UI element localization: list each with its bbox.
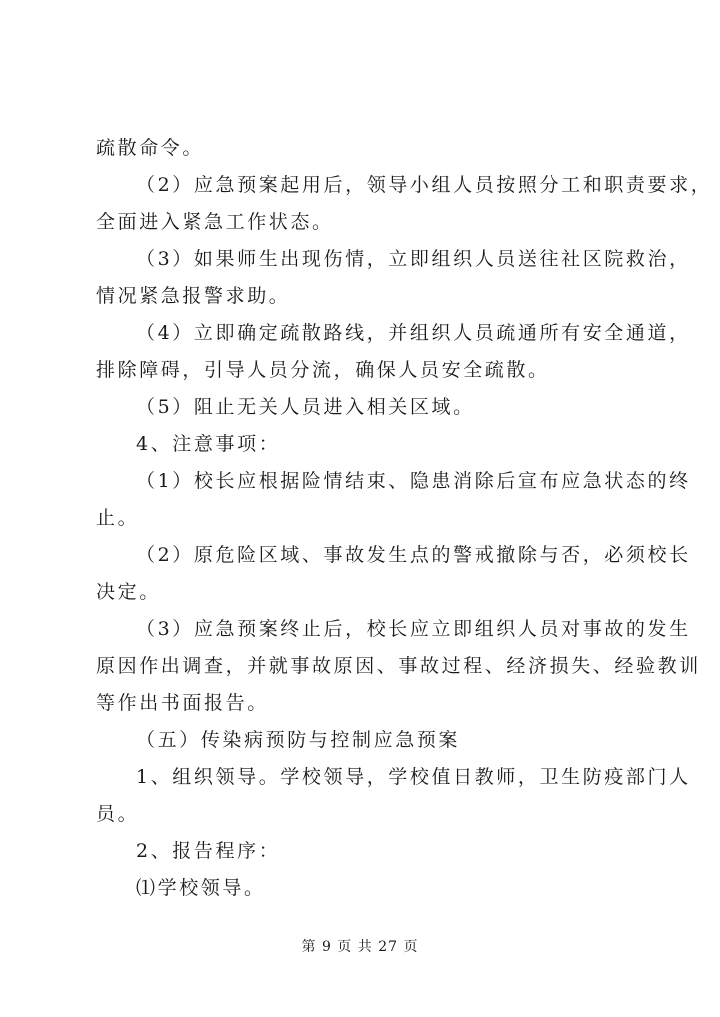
text-line: 疏散命令。: [96, 137, 205, 159]
section-heading: （五）传染病预防与控制应急预案: [136, 729, 461, 751]
text-line: 排除障碍，引导人员分流，确保人员安全疏散。: [96, 359, 550, 381]
text-line: （1）校长应根据险情结束、隐患消除后宣布应急状态的终: [136, 470, 691, 492]
text-line: （3）如果师生出现伤情，立即组织人员送往社区院救治，: [136, 248, 691, 270]
text-line: 决定。: [96, 581, 161, 603]
text-line: （2）原危险区域、事故发生点的警戒撤除与否，必须校长: [136, 544, 691, 566]
text-line: 止。: [96, 507, 140, 529]
text-line: （4）立即确定疏散路线，并组织人员疏通所有安全通道，: [136, 322, 691, 344]
section-heading: 4、注意事项：: [136, 433, 281, 455]
text-line: 原因作出调查，并就事故原因、事故过程、经济损失、经验教训: [96, 655, 701, 677]
text-line: （5）阻止无关人员进入相关区域。: [136, 396, 475, 418]
text-line: （2）应急预案起用后，领导小组人员按照分工和职责要求，: [136, 174, 713, 196]
text-line: 全面进入紧急工作状态。: [96, 211, 334, 233]
text-line: 情况紧急报警求助。: [96, 285, 291, 307]
section-heading: 2、报告程序：: [136, 840, 281, 862]
text-line: ⑴学校领导。: [136, 877, 266, 899]
page-number-footer: 第 9 页 共 27 页: [301, 939, 419, 955]
text-line: 等作出书面报告。: [96, 692, 269, 714]
text-line: （3）应急预案终止后，校长应立即组织人员对事故的发生: [136, 618, 691, 640]
text-line: 员。: [96, 803, 140, 825]
text-line: 1、组织领导。学校领导，学校值日教师，卫生防疫部门人: [136, 766, 691, 788]
